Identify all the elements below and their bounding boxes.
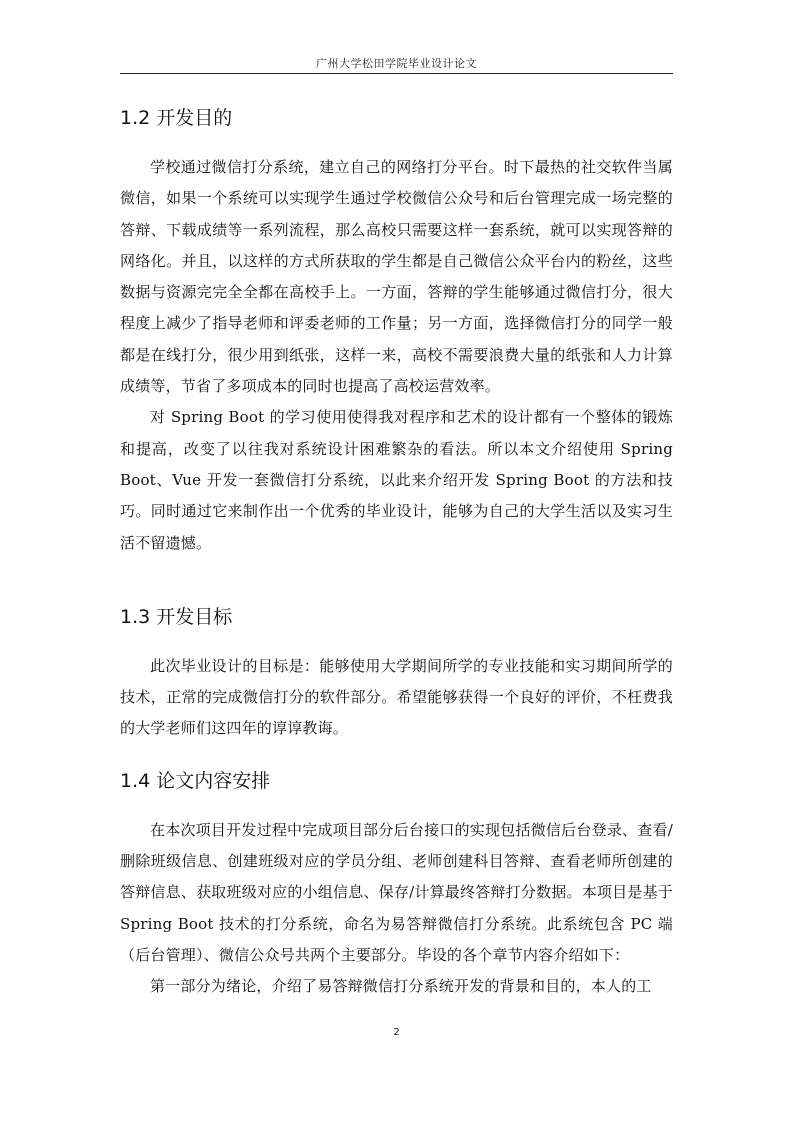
document-body [120,98,673,1003]
paragraph: 学校通过微信打分系统，建立自己的网络打分平台。时下最热的社交软件当属微信，如果一个系统可以实现学生通过学校微信公众号和后台管理完成一场完整的答辩、下载成绩等一系列流程，那么高校只需要这样一套系统，就可以实现答辩的网络化。并且，以这样的方式所获取的学生都是自己微信公众平台内的粉丝，这些数据与资源完完全全都在高校手上。一方面，答辩的学生能够通过微信打分，很大程度上减少了指导老师和评委老师的工作量；另一方面，选择微信打分的同学一般都是在线打分，很少用到纸张，这样一来，高校不需要浪费大量的纸张和人力计算成绩等，节省了多项成本的同时也提高了高校运营效率。 [120,158,673,396]
section-1-2 [120,98,673,559]
section-1-4 [120,761,673,1003]
section-1-3 [120,597,673,745]
section-heading: 1.3 开发目标 [120,605,233,628]
paragraph: 此次毕业设计的目标是：能够使用大学期间所学的专业技能和实习期间所学的技术，正常的完成微信打分的软件部分。希望能够获得一个良好的评价，不枉费我的大学老师们这四年的谆谆教诲。 [120,656,673,738]
header-divider [120,73,673,74]
paragraph: 在本次项目开发过程中完成项目部分后台接口的实现包括微信后台登录、查看/删除班级信息、创建班级对应的学员分组、老师创建科目答辩、查看老师所创建的答辩信息、获取班级对应的小组信息、保存/计算最终答辩打分数据。本项目是基于 Spring Boot 技术的打分系统，命名为易答辩微信打分系统。此系统包含 PC 端（后台管理）、微信公众号共两个主要部分。毕设的各个章节内容介绍如下： [120,820,673,964]
section-heading: 1.4 论文内容安排 [120,769,271,792]
paragraph: 第一部分为绪论，介绍了易答辩微信打分系统开发的背景和目的，本人的工 [150,977,652,996]
section-heading: 1.2 开发目的 [120,107,233,129]
paragraph: 对 Spring Boot 的学习使用使得我对程序和艺术的设计都有一个整体的锻炼和提高，改变了以往我对系统设计困难繁杂的看法。所以本文介绍使用 Spring Boot、Vue 开发一套微信打分系统，以此来介绍开发 Spring Boot 的方法和技巧。同时通过它来制作出一个优秀的毕业设计，能够为自己的大学生活以及实习生活不留遗憾。 [120,408,673,552]
running-header: 广州大学松田学院毕业设计论文 [316,57,477,70]
page-number: 2 [393,1027,400,1038]
